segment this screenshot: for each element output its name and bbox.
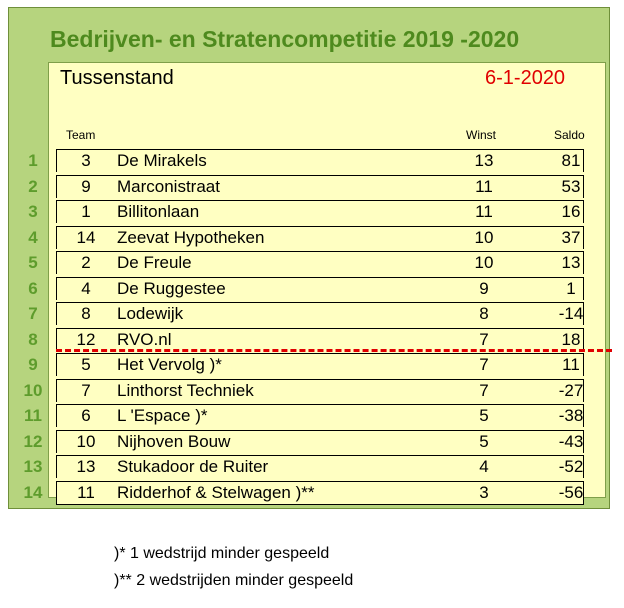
standings-subtitle: Tussenstand (60, 67, 174, 89)
row-winst: 5 (479, 406, 489, 425)
row-winst: 11 (475, 176, 493, 196)
row-team-number: 3 (81, 151, 91, 170)
promotion-cutoff-line (56, 349, 612, 352)
header-team: Team (66, 128, 96, 142)
row-rank: 10 (23, 380, 43, 400)
row-saldo: 13 (561, 253, 581, 272)
table-row (0, 174, 612, 199)
row-team-number: 7 (81, 380, 91, 400)
row-team-name: Lodewijk (117, 304, 184, 323)
row-rank: 5 (28, 253, 38, 272)
footnote-two-matches-less: )** 2 wedstrijden minder gespeeld (114, 572, 354, 589)
row-team-name: Nijhoven Bouw (117, 431, 231, 451)
footnote-one-match-less: )* 1 wedstrijd minder gespeeld (114, 545, 330, 562)
row-rank: 8 (28, 329, 38, 349)
row-winst: 13 (474, 151, 494, 170)
row-rank: 13 (23, 457, 43, 476)
row-winst: 5 (479, 431, 489, 451)
row-winst: 3 (479, 482, 489, 502)
row-rank: 7 (28, 304, 38, 323)
row-rank: 3 (28, 202, 38, 221)
standings-date: 6-1-2020 (485, 67, 566, 89)
row-team-number: 8 (81, 304, 91, 323)
row-winst: 7 (479, 329, 489, 349)
row-saldo: 11 (562, 355, 580, 374)
row-team-name: De Freule (117, 253, 192, 272)
table-row (0, 250, 612, 275)
row-team-name: L 'Espace )* (117, 406, 208, 425)
row-team-name: Linthorst Techniek (117, 380, 254, 400)
table-row (0, 199, 612, 224)
row-saldo: -38 (558, 406, 584, 425)
row-team-name: RVO.nl (117, 329, 172, 349)
row-team-name: Stukadoor de Ruiter (117, 457, 269, 476)
row-winst: 9 (479, 278, 489, 298)
row-rank: 4 (28, 227, 38, 247)
row-saldo: 53 (561, 176, 581, 196)
row-winst: 7 (479, 380, 489, 400)
row-winst: 8 (479, 304, 489, 323)
header-winst: Winst (466, 128, 496, 142)
row-team-number: 1 (81, 202, 91, 221)
row-team-name: Zeevat Hypotheken (117, 227, 265, 247)
table-row (0, 480, 612, 505)
row-saldo: 18 (561, 329, 581, 349)
row-rank: 11 (24, 406, 42, 425)
table-row (0, 429, 612, 454)
row-rank: 2 (28, 176, 38, 196)
row-team-name: Billitonlaan (117, 202, 200, 221)
row-team-name: Het Vervolg )* (117, 355, 222, 374)
table-row (0, 225, 612, 250)
row-rank: 12 (23, 431, 43, 451)
table-row (0, 352, 612, 377)
row-team-number: 6 (81, 406, 91, 425)
row-rank: 6 (28, 278, 38, 298)
table-row (0, 454, 612, 479)
row-team-number: 9 (81, 176, 91, 196)
header-saldo: Saldo (554, 128, 585, 142)
row-team-number: 10 (76, 431, 96, 451)
row-saldo: 37 (561, 227, 581, 247)
row-rank: 14 (23, 482, 43, 502)
row-rank: 9 (28, 355, 38, 374)
row-saldo: 16 (561, 202, 581, 221)
table-row (0, 327, 612, 352)
row-team-number: 12 (76, 329, 96, 349)
row-saldo: 81 (561, 151, 581, 170)
row-winst: 7 (479, 355, 489, 374)
table-row (0, 148, 612, 173)
row-winst: 4 (479, 457, 489, 476)
row-team-number: 14 (76, 227, 96, 247)
row-winst: 10 (474, 227, 494, 247)
row-team-number: 11 (77, 482, 95, 502)
row-saldo: 1 (566, 278, 576, 298)
table-row (0, 276, 612, 301)
table-row (0, 378, 612, 403)
row-team-number: 13 (76, 457, 96, 476)
table-row (0, 403, 612, 428)
competition-title: Bedrijven- en Stratencompetitie 2019 -2020 (50, 26, 520, 52)
row-saldo: -56 (558, 482, 584, 502)
row-rank: 1 (28, 151, 38, 170)
row-team-name: Marconistraat (117, 176, 220, 196)
row-team-name: De Ruggestee (117, 278, 226, 298)
row-team-name: Ridderhof & Stelwagen )** (117, 482, 315, 502)
table-row (0, 301, 612, 326)
row-team-name: De Mirakels (117, 151, 207, 170)
row-winst: 10 (474, 253, 494, 272)
row-saldo: -14 (558, 304, 584, 323)
row-saldo: -52 (558, 457, 584, 476)
row-saldo: -43 (558, 431, 584, 451)
row-saldo: -27 (558, 380, 584, 400)
row-team-number: 5 (81, 355, 91, 374)
row-winst: 11 (475, 202, 493, 221)
row-team-number: 4 (81, 278, 91, 298)
row-team-number: 2 (81, 253, 91, 272)
